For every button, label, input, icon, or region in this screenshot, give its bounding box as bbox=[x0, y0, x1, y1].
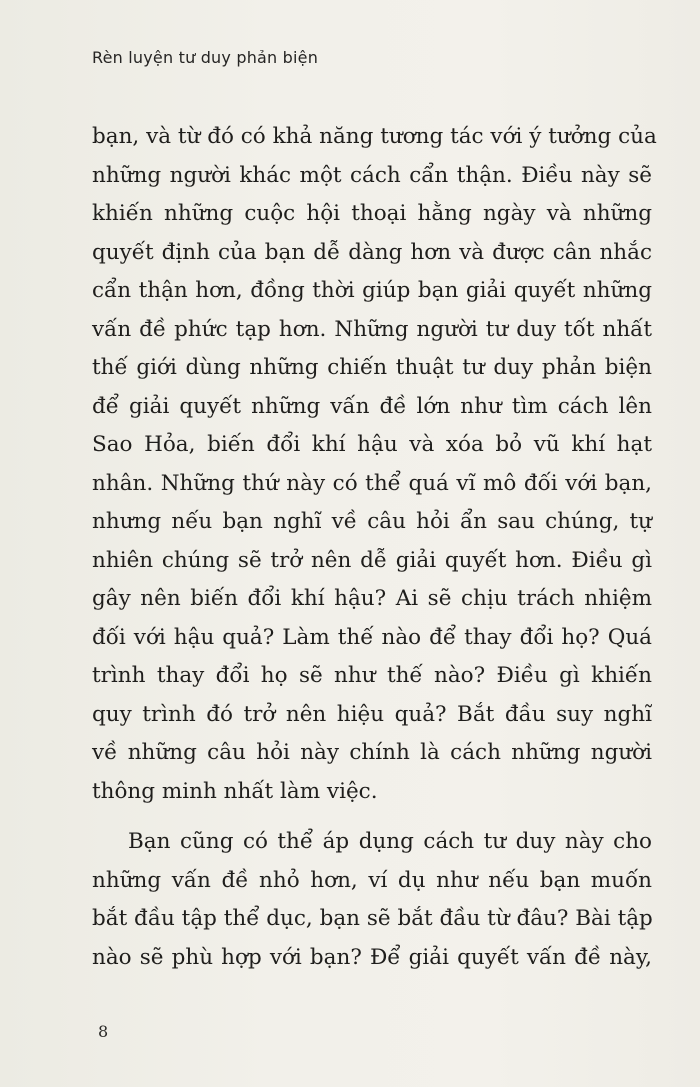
text-line: những người khác một cách cẩn thận. Điều này sẽ bbox=[92, 162, 652, 188]
body-text bbox=[92, 118, 657, 977]
text-line: thế giới dùng những chiến thuật tư duy phản biện bbox=[92, 355, 652, 380]
running-header: Rèn luyện tư duy phản biện bbox=[92, 48, 319, 67]
text-line: bắt đầu tập thể dục, bạn sẽ bắt đầu từ đâu? Bài tập bbox=[92, 906, 653, 931]
text-line: về những câu hỏi này chính là cách những người bbox=[92, 740, 652, 765]
text-line: Sao Hỏa, biến đổi khí hậu và xóa bỏ vũ khí hạt bbox=[92, 432, 652, 457]
text-line: để giải quyết những vấn đề lớn như tìm cách lên bbox=[92, 393, 652, 419]
paragraph-1 bbox=[92, 118, 657, 811]
text-line: cẩn thận hơn, đồng thời giúp bạn giải quyết những bbox=[92, 278, 652, 303]
page-number: 8 bbox=[98, 1022, 109, 1041]
text-line: khiến những cuộc hội thoại hằng ngày và những bbox=[92, 201, 652, 226]
paragraph-2 bbox=[92, 823, 652, 977]
text-line: thông minh nhất làm việc. bbox=[92, 778, 378, 804]
text-line: nhiên chúng sẽ trở nên dễ giải quyết hơn. Điều gì bbox=[92, 547, 652, 573]
text-line: trình thay đổi họ sẽ như thế nào? Điều gì khiến bbox=[92, 663, 652, 688]
text-line: nào sẽ phù hợp với bạn? Để giải quyết vấn đề này, bbox=[92, 944, 652, 970]
text-line: quyết định của bạn dễ dàng hơn và được cân nhắc bbox=[92, 239, 652, 265]
text-line: nhưng nếu bạn nghĩ về câu hỏi ẩn sau chúng, tự bbox=[92, 509, 652, 534]
text-line: đối với hậu quả? Làm thế nào để thay đổi họ? Quá bbox=[92, 624, 652, 650]
text-line: gây nên biến đổi khí hậu? Ai sẽ chịu trách nhiệm bbox=[92, 586, 652, 611]
paragraph-spacer bbox=[92, 811, 652, 823]
text-line: quy trình đó trở nên hiệu quả? Bắt đầu suy nghĩ bbox=[92, 701, 652, 727]
text-line: bạn, và từ đó có khả năng tương tác với ý tưởng của bbox=[92, 124, 657, 149]
text-line: những vấn đề nhỏ hơn, ví dụ như nếu bạn muốn bbox=[92, 867, 652, 893]
text-line: nhân. Những thứ này có thể quá vĩ mô đối với bạn, bbox=[92, 470, 652, 496]
text-line: Bạn cũng có thể áp dụng cách tư duy này cho bbox=[128, 829, 652, 854]
text-line: vấn đề phức tạp hơn. Những người tư duy tốt nhất bbox=[92, 316, 652, 342]
